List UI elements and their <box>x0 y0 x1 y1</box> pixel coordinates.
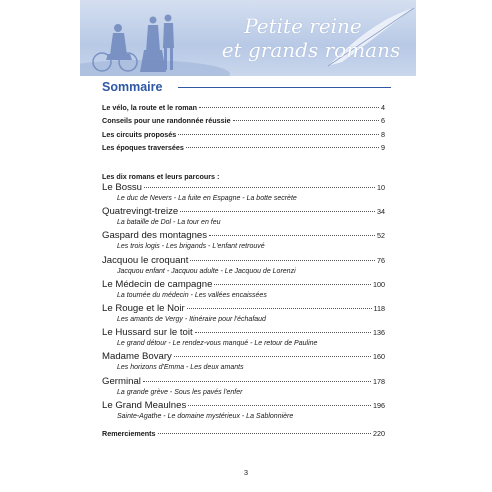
toc-entry-label: Les circuits proposés <box>102 130 177 139</box>
toc-entry-novel <box>102 327 385 339</box>
toc-entry-intro <box>102 116 385 128</box>
dot-leader <box>199 107 379 108</box>
toc-entry-novel <box>102 230 385 242</box>
novel-subtitle: Le duc de Nevers - La fuite en Espagne - La botte secrète <box>117 195 297 202</box>
novel-subtitle: La bataille de Dol - La tour en feu <box>117 219 221 226</box>
novel-title: Madame Bovary <box>102 351 172 362</box>
novel-page: 160 <box>373 352 385 361</box>
toc-entry-novel <box>102 206 385 218</box>
novel-title: Jacquou le croquant <box>102 255 189 266</box>
section-label: Les dix romans et leurs parcours : <box>102 172 220 181</box>
page-number: 3 <box>243 468 249 477</box>
dot-leader <box>144 187 375 188</box>
toc-entry-label: Le vélo, la route et le roman <box>102 103 198 112</box>
toc-entry-novel <box>102 400 385 412</box>
title-rule <box>178 87 391 88</box>
toc-entry-closing <box>102 429 385 441</box>
dot-leader <box>195 332 371 333</box>
novel-subtitle: Sainte-Agathe - Le domaine mystérieux - La Sablonnière <box>117 413 294 420</box>
novel-page: 10 <box>377 183 385 192</box>
toc-entry-intro <box>102 103 385 115</box>
toc-entry-intro <box>102 130 385 142</box>
novel-page: 76 <box>377 256 385 265</box>
novel-subtitle: Le grand détour - Le rendez-vous manqué - Le retour de Pauline <box>117 340 318 347</box>
novel-page: 178 <box>373 377 385 386</box>
novel-title: Le Bossu <box>102 182 143 193</box>
toc-entry-intro <box>102 143 385 155</box>
dot-leader <box>190 260 375 261</box>
banner-title-line-1: Petite reine <box>244 14 362 38</box>
novel-subtitle: La grande grève - Sous les pavés l'enfer <box>117 389 243 396</box>
novel-title: Le Médecin de campagne <box>102 279 213 290</box>
toc-entry-novel <box>102 279 385 291</box>
novel-subtitle: La tournée du médecin - Les vallées encaissées <box>117 292 267 299</box>
novel-page: 34 <box>377 207 385 216</box>
novel-page: 196 <box>373 401 385 410</box>
toc-entry-page: 9 <box>381 143 385 152</box>
dot-leader <box>233 120 379 121</box>
novel-subtitle: Les trois logis - Les brigands - L'enfant retrouvé <box>117 243 265 250</box>
sommaire-title: Sommaire <box>102 80 163 94</box>
toc-entry-label: Conseils pour une randonnée réussie <box>102 116 231 125</box>
dot-leader <box>178 134 379 135</box>
dot-leader <box>214 284 371 285</box>
novel-subtitle: Jacquou enfant - Jacquou adulte - Le Jacquou de Lorenzi <box>117 268 296 275</box>
novel-subtitle: Les amants de Vergy - Itinéraire pour l'échafaud <box>117 316 266 323</box>
novel-page: 52 <box>377 231 385 240</box>
banner-title <box>198 14 408 62</box>
toc-entry-page: 220 <box>373 429 385 438</box>
novel-page: 118 <box>373 304 385 313</box>
novel-title: Le Hussard sur le toit <box>102 327 193 338</box>
toc-entry-label: Remerciements <box>102 429 156 438</box>
toc-entry-page: 6 <box>381 116 385 125</box>
novel-subtitle: Les horizons d'Emma - Les deux amants <box>117 364 244 371</box>
banner-title-line-2: et grands romans <box>221 38 401 62</box>
novel-page: 136 <box>373 328 385 337</box>
novel-title: Le Grand Meaulnes <box>102 400 187 411</box>
toc-entry-novel <box>102 303 385 315</box>
dot-leader <box>158 433 371 434</box>
toc-entry-novel <box>102 351 385 363</box>
dot-leader <box>186 147 379 148</box>
dot-leader <box>187 308 372 309</box>
novel-title: Le Rouge et le Noir <box>102 303 185 314</box>
novel-page: 100 <box>373 280 385 289</box>
toc-entry-novel <box>102 182 385 194</box>
toc-entry-novel <box>102 376 385 388</box>
toc-entry-page: 4 <box>381 103 385 112</box>
header-banner <box>80 0 416 76</box>
novel-title: Germinal <box>102 376 141 387</box>
toc-entry-label: Les époques traversées <box>102 143 184 152</box>
novel-title: Quatrevingt-treize <box>102 206 179 217</box>
dot-leader <box>174 356 371 357</box>
novel-title: Gaspard des montagnes <box>102 230 208 241</box>
toc-entry-page: 8 <box>381 130 385 139</box>
toc-entry-novel <box>102 255 385 267</box>
dot-leader <box>188 405 371 406</box>
dot-leader <box>180 211 375 212</box>
dot-leader <box>143 381 371 382</box>
dot-leader <box>209 235 375 236</box>
